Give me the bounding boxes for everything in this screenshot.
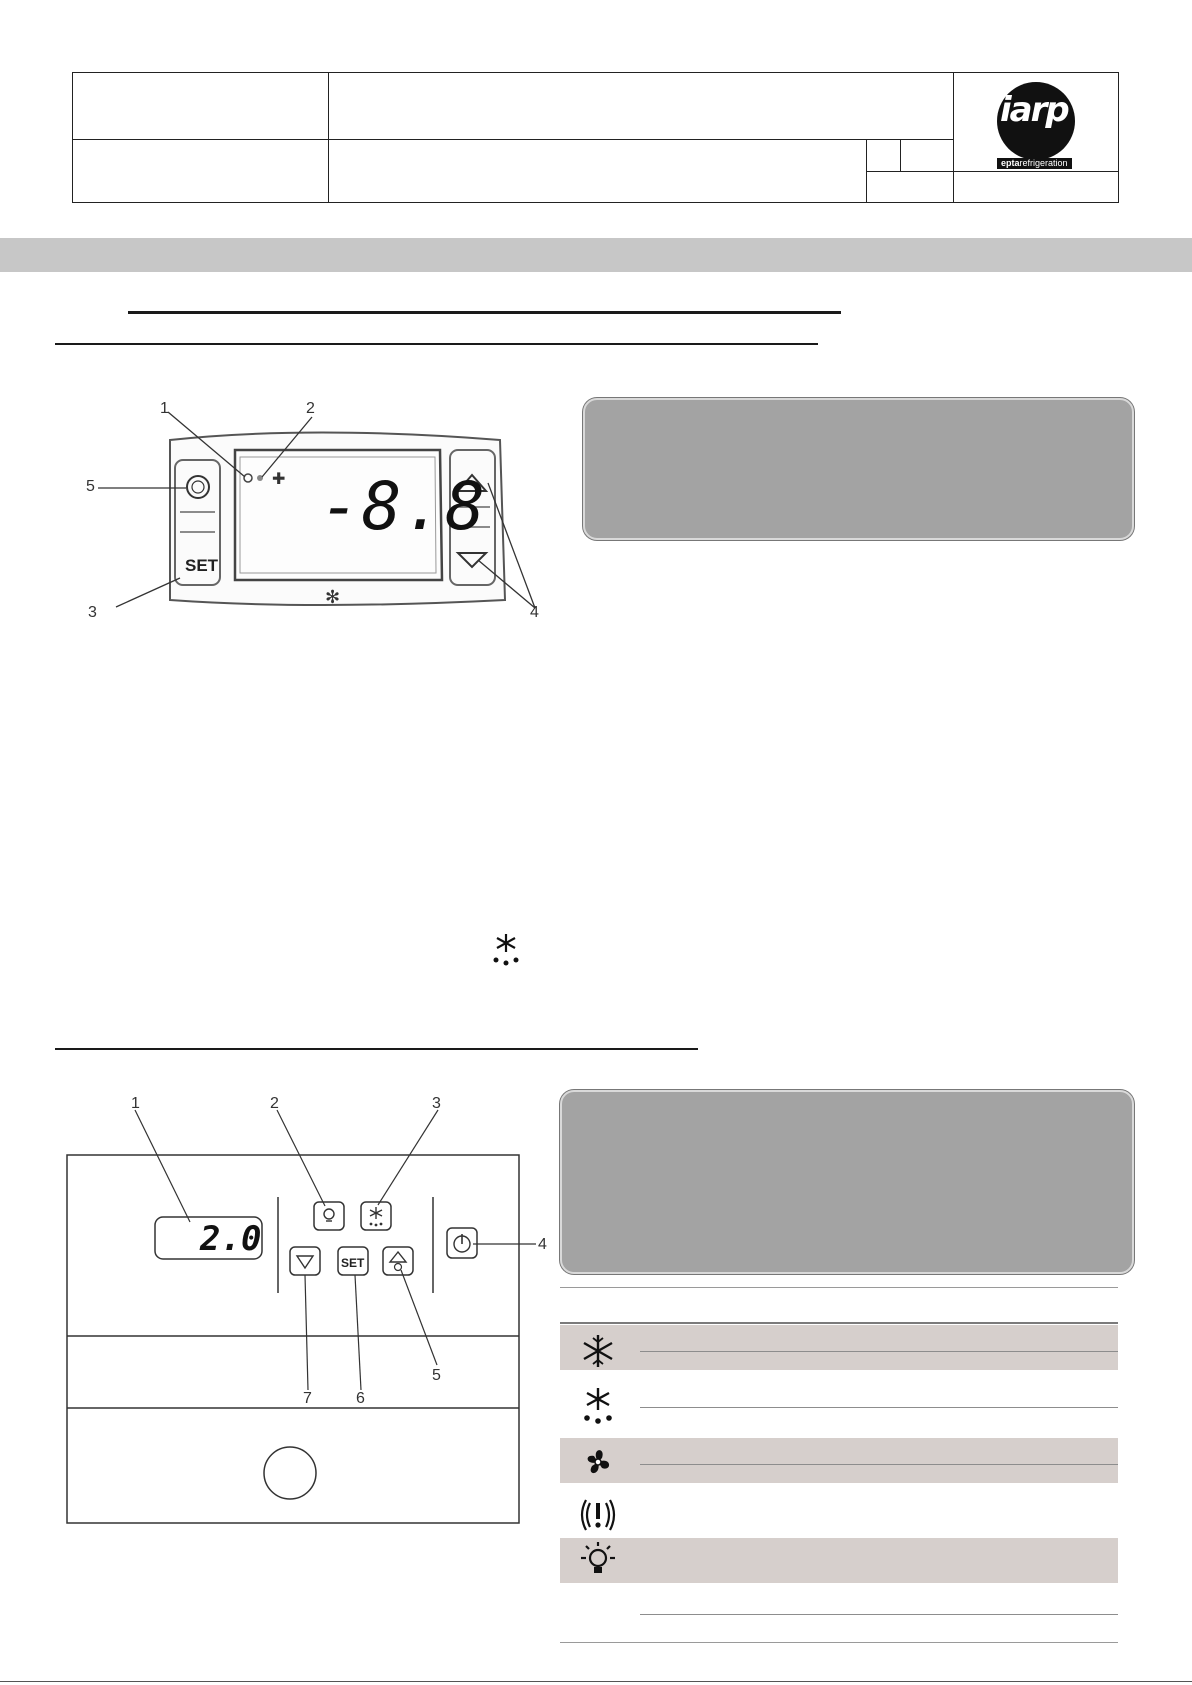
legend-row-cold-rule — [640, 1351, 1118, 1352]
defrost-icon — [580, 1386, 616, 1426]
title-underline — [128, 311, 841, 314]
callout-1: 1 — [160, 400, 169, 417]
header-cell-a1 — [72, 72, 329, 140]
header-cell-c2a — [866, 139, 901, 172]
legend-row-fan-rule — [640, 1464, 1118, 1465]
logo-tagline-bold: epta — [1001, 158, 1020, 168]
header-cell-c3 — [866, 171, 954, 203]
info-box-2 — [560, 1090, 1134, 1274]
fan-icon — [580, 1444, 616, 1480]
logo-brand: iarp — [1000, 90, 1068, 130]
callout-4: 4 — [530, 604, 539, 621]
subtitle-underline-2 — [55, 1048, 698, 1050]
defrost-inline-icon — [490, 932, 522, 968]
callout-3: 3 — [88, 604, 97, 621]
legend-top-rule — [560, 1287, 1118, 1288]
callout-2-5: 5 — [432, 1367, 441, 1384]
light-icon — [578, 1541, 618, 1581]
callout-2-1: 1 — [131, 1095, 140, 1112]
callout-2-6: 6 — [356, 1390, 365, 1407]
legend-row-defrost-rule — [640, 1407, 1118, 1408]
controller-1-display: -8.8 — [320, 468, 487, 545]
snowflake-icon — [580, 1333, 616, 1369]
header-cell-b2 — [328, 139, 867, 203]
subtitle-underline-1 — [55, 343, 818, 345]
controller-2-drawing — [60, 1090, 570, 1530]
info-box-1 — [583, 398, 1134, 540]
legend-row-defrost — [560, 1382, 1118, 1427]
legend-row-alarm — [560, 1494, 1118, 1534]
logo-tagline-rest: refrigeration — [1019, 158, 1068, 168]
callout-2: 2 — [306, 400, 315, 417]
section-band — [0, 238, 1192, 272]
controller-1-set-key: SET — [185, 556, 219, 575]
controller-2-set-key: SET — [341, 1256, 365, 1270]
header-cell-a2 — [72, 139, 329, 203]
legend-row-extra-rule — [640, 1614, 1118, 1615]
svg-text:✻: ✻ — [325, 587, 341, 608]
header-cell-b1 — [328, 72, 954, 140]
svg-text:✚: ✚ — [272, 469, 286, 488]
callout-5: 5 — [86, 478, 95, 495]
footer-rule — [0, 1681, 1192, 1682]
alarm-icon — [580, 1497, 616, 1533]
controller-2-display: 2.0 — [200, 1219, 262, 1259]
header-cell-d3 — [953, 171, 1119, 203]
legend-head-rule — [560, 1322, 1118, 1324]
legend-row-cold — [560, 1325, 1118, 1370]
callout-2-4: 4 — [538, 1236, 547, 1253]
logo-tagline — [997, 158, 1072, 169]
legend-row-light — [560, 1538, 1118, 1583]
callout-2-2: 2 — [270, 1095, 279, 1112]
callout-2-3: 3 — [432, 1095, 441, 1112]
legend-bottom-rule — [560, 1642, 1118, 1643]
callout-2-7: 7 — [303, 1390, 312, 1407]
legend-row-fan — [560, 1438, 1118, 1483]
header-cell-c2b — [900, 139, 954, 172]
